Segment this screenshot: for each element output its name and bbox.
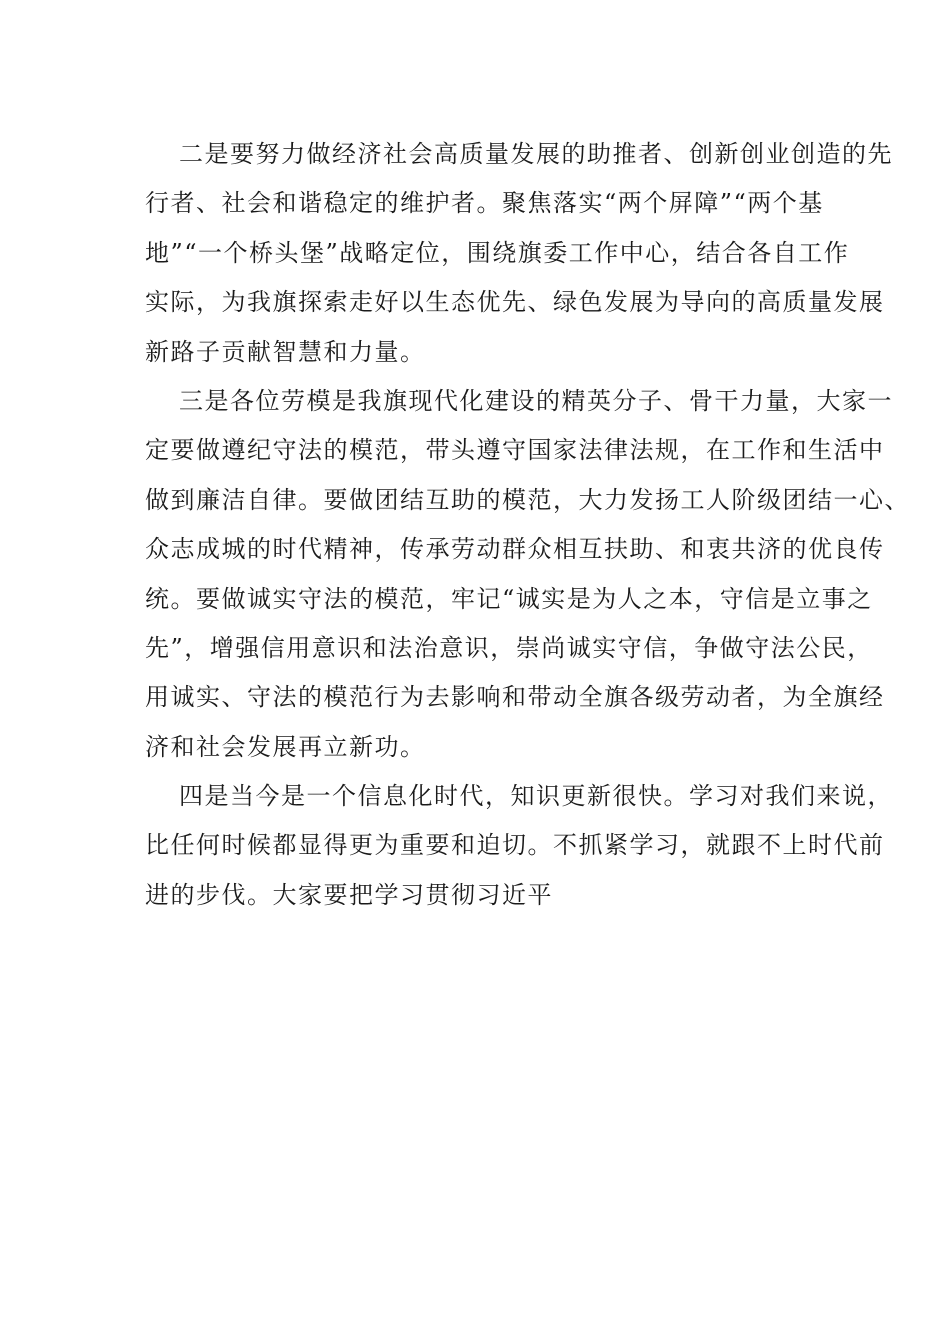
- paragraph-line: 比任何时候都显得更为重要和迫切。不抓紧学习，就跟不上时代前: [145, 831, 885, 860]
- paragraph-line: 济和社会发展再立新功。: [145, 732, 426, 761]
- paragraph-line: 众志成城的时代精神，传承劳动群众相互扶助、和衷共济的优良传: [145, 535, 885, 564]
- paragraph-line: 二是要努力做经济社会高质量发展的助推者、创新创业创造的先: [179, 140, 893, 168]
- paragraph-line: 先”，增强信用意识和法治意识，崇尚诚实守信，争做守法公民，: [145, 633, 873, 662]
- paragraph-line: 做到廉洁自律。要做团结互助的模范，大力发扬工人阶级团结一心、: [145, 485, 910, 514]
- paragraph-4: [145, 772, 893, 920]
- paragraph-line: 四是当今是一个信息化时代，知识更新很快。学习对我们来说，: [179, 782, 893, 811]
- paragraph-line: 三是各位劳模是我旗现代化建设的精英分子、骨干力量，大家一: [179, 386, 893, 415]
- paragraph-line: 实际，为我旗探索走好以生态优先、绿色发展为导向的高质量发展: [145, 288, 885, 317]
- paragraph-line: 用诚实、守法的模范行为去影响和带动全旗各级劳动者，为全旗经: [145, 683, 885, 712]
- paragraph-line: 行者、社会和谐稳定的维护者。聚焦落实“两个屏障”“两个基: [145, 189, 824, 218]
- paragraph-3: [145, 377, 910, 772]
- paragraph-line: 定要做遵纪守法的模范，带头遵守国家法律法规，在工作和生活中: [145, 436, 885, 465]
- paragraph-line: 进的步伐。大家要把学习贯彻习近平: [145, 880, 553, 909]
- document-body: [145, 130, 910, 920]
- paragraph-line: 统。要做诚实守法的模范，牢记“诚实是为人之本，守信是立事之: [145, 584, 873, 613]
- paragraph-line: 新路子贡献智慧和力量。: [145, 337, 426, 366]
- paragraph-line: 地”“一个桥头堡”战略定位，围绕旗委工作中心，结合各自工作: [145, 238, 850, 267]
- paragraph-2: [145, 130, 893, 377]
